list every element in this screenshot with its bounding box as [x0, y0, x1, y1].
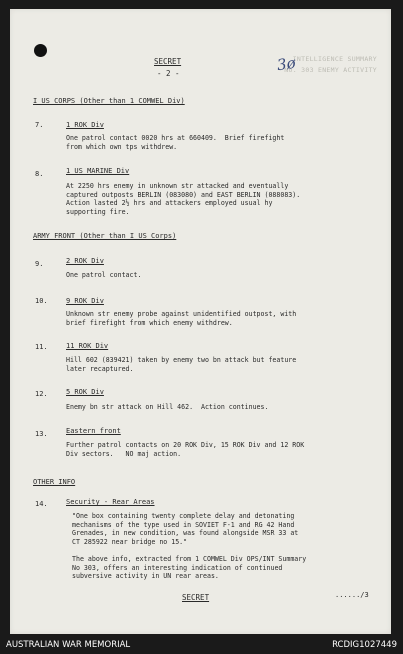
item-number: 10.	[35, 297, 48, 305]
document-page	[10, 9, 391, 634]
item-number: 9.	[35, 260, 44, 268]
item-body: The above info, extracted from 1 COMWEL Div OPS/INT Summary No 303, offers an interesting indication of continued subversive activity in UN rear areas.	[72, 555, 307, 581]
item-heading: 11 ROK Div	[66, 342, 109, 350]
handwritten-folio: 3ø	[275, 53, 297, 75]
item-body: One patrol contact.	[66, 271, 142, 279]
item-body: Enemy bn str attack on Hill 462. Action continues.	[66, 403, 269, 411]
classification-top: SECRET	[154, 57, 182, 66]
item-number: 7.	[35, 121, 44, 129]
section-title: OTHER INFO	[33, 478, 76, 486]
item-body: One patrol contact 0020 hrs at 660409. Brief firefight from which own tps withdrew.	[66, 134, 285, 151]
item-heading: 1 ROK Div	[66, 121, 104, 129]
item-number: 11.	[35, 343, 48, 351]
faint-header-line: INTELLIGENCE SUMMARY	[292, 55, 377, 63]
record-id: RCDIG1027449	[332, 640, 397, 650]
item-heading: 9 ROK Div	[66, 297, 104, 305]
section-title: I US CORPS (Other than 1 COMWEL Div)	[33, 97, 185, 105]
item-number: 8.	[35, 170, 44, 178]
item-heading: 5 ROK Div	[66, 388, 104, 396]
item-heading: Security - Rear Areas	[66, 498, 155, 506]
faint-header-line: No. 303 ENEMY ACTIVITY	[284, 66, 377, 74]
item-body: Hill 602 (839421) taken by enemy two bn attack but feature later recaptured.	[66, 356, 297, 373]
item-quote: "One box containing twenty complete delay and detonating mechanisms of the type used in SOVIET F-1 and RG 42 Hand Grenades, in new condition, was found alongside MSR 33 at CT 285922 near bridge no 15."	[72, 512, 299, 546]
item-heading: Eastern front	[66, 427, 121, 435]
item-heading: 2 ROK Div	[66, 257, 104, 265]
item-number: 13.	[35, 430, 48, 438]
item-body: Unknown str enemy probe against unidentified outpost, with brief firefight from which enemy withdrew.	[66, 310, 297, 327]
item-body: Further patrol contacts on 20 ROK Div, 15 ROK Div and 12 ROK Div sectors. NO maj action.	[66, 441, 305, 458]
classification-bottom: SECRET	[182, 593, 210, 602]
item-body: At 2250 hrs enemy in unknown str attacked and eventually captured outposts BERLIN (083080) and EAST BERLIN (088083). Action lasted 2½ hrs and attackers employed usual hy supporting fire.	[66, 182, 301, 216]
item-number: 12.	[35, 390, 48, 398]
page-marker: - 2 -	[157, 69, 180, 78]
section-title: ARMY FRONT (Other than I US Corps)	[33, 232, 177, 240]
item-number: 14.	[35, 500, 48, 508]
continuation-marker: ....../3	[335, 591, 369, 599]
archive-caption: AUSTRALIAN WAR MEMORIAL	[6, 640, 131, 650]
item-heading: 1 US MARINE Div	[66, 167, 130, 175]
punch-hole	[34, 44, 47, 57]
